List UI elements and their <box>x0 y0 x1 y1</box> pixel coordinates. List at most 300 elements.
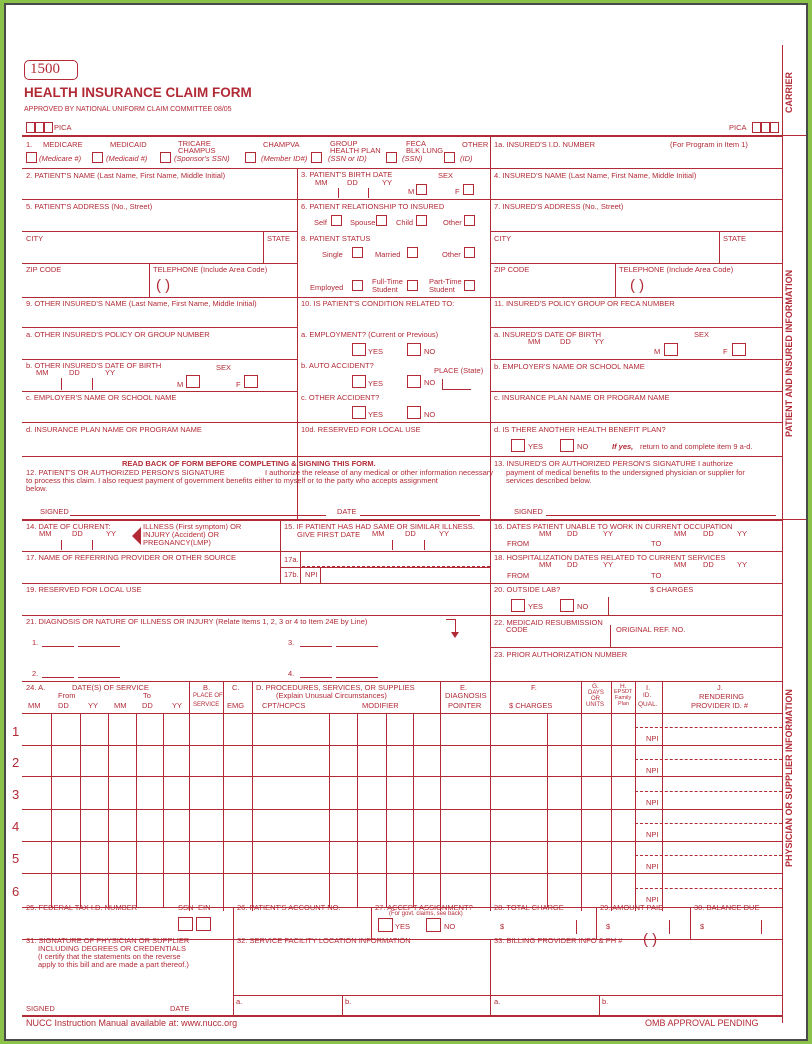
field14-mm: MM <box>39 529 52 538</box>
field21-n3: 3. <box>288 638 295 647</box>
tricare-checkbox[interactable] <box>160 152 171 163</box>
field9b-mm: MM <box>36 368 49 377</box>
f24-provider: PROVIDER ID. # <box>691 701 749 710</box>
field14-yy: YY <box>106 529 117 538</box>
field17b: 17b. <box>284 570 299 579</box>
field12-text2: to process this claim. I also request payment of government benefits either to myself or to the party who accepts assignment <box>26 476 438 485</box>
field14-arrow-icon <box>132 527 141 545</box>
field3-mm: MM <box>315 178 328 187</box>
outside-lab-yes-checkbox[interactable] <box>511 599 525 612</box>
single-checkbox[interactable] <box>352 247 363 258</box>
field29-cents <box>669 920 670 934</box>
field11a-sex: SEX <box>694 330 710 339</box>
rule-354-r <box>490 359 782 360</box>
f24-j: J. <box>717 683 723 692</box>
field21-n2: 2. <box>32 669 39 678</box>
field16-yy2: YY <box>737 529 748 538</box>
f24-pointer: POINTER <box>448 701 482 710</box>
f24-plan: Plan <box>618 701 630 707</box>
field9b-f: F <box>236 380 241 389</box>
rule-610 <box>22 615 782 616</box>
f24-charges: $ CHARGES <box>509 701 553 710</box>
field31-date: DATE <box>170 1004 190 1013</box>
parttime-checkbox[interactable] <box>464 280 475 291</box>
field8-fulltime2: Student <box>372 285 398 294</box>
sub-col-1 <box>51 713 52 907</box>
sub-col-8 <box>386 713 387 907</box>
field10c-label: c. OTHER ACCIDENT? <box>301 393 380 402</box>
field29-div <box>596 907 597 939</box>
field27-no: NO <box>444 922 456 931</box>
rule-417-r <box>490 422 782 423</box>
line-number: 3 <box>12 787 20 802</box>
f24-to: To <box>143 691 151 700</box>
rule-194 <box>22 199 782 200</box>
auto-yes-checkbox[interactable] <box>352 375 366 388</box>
medicare-no-text: (Medicare #) <box>39 154 82 163</box>
sub-col-7 <box>357 713 358 907</box>
field3-tick-1 <box>338 188 339 198</box>
field20-label: 20. OUTSIDE LAB? <box>494 585 561 594</box>
f24-yy1: YY <box>88 701 99 710</box>
child-checkbox[interactable] <box>416 215 427 226</box>
rule-386-r <box>490 391 782 392</box>
field32-ab-div <box>342 995 343 1015</box>
field17b-npi: NPI <box>305 570 318 579</box>
field1-medicare: MEDICARE <box>43 140 83 149</box>
field7-tel-paren: ( ) <box>630 277 645 294</box>
top-thick-rule <box>22 135 782 137</box>
field16-to: TO <box>651 539 662 548</box>
field6-child: Child <box>396 218 414 227</box>
sub-col-4 <box>136 713 137 907</box>
field31-l2: INCLUDING DEGREES OR CREDENTIALS <box>38 944 186 953</box>
f24-mm1: MM <box>28 701 41 710</box>
field33-ab-div <box>599 995 600 1015</box>
field7-state: STATE <box>723 234 747 243</box>
field21-label: 21. DIAGNOSIS OR NATURE OF ILLNESS OR INJURY (Relate Items 1, 2, 3 or 4 to Item 24E by Line) <box>26 617 368 626</box>
mid-thick-rule <box>22 519 782 521</box>
line-npi: NPI <box>646 895 659 904</box>
line-dash <box>635 888 782 889</box>
field3-label: 3. PATIENT'S BIRTH DATE <box>301 170 393 179</box>
field14-preg: PREGNANCY(LMP) <box>143 538 211 547</box>
rule-417-l <box>22 422 297 423</box>
field18-mm2: MM <box>674 560 687 569</box>
field16-dd2: DD <box>703 529 714 538</box>
field18-from: FROM <box>507 571 530 580</box>
field22-orig: ORIGINAL REF. NO. <box>616 625 686 634</box>
line-npi: NPI <box>646 734 659 743</box>
side-tick-2 <box>782 519 806 520</box>
diag2-line-a[interactable] <box>42 677 74 678</box>
outside-lab-no-checkbox[interactable] <box>560 599 574 612</box>
field13-signed: SIGNED <box>514 507 543 516</box>
field14-tick-1 <box>61 540 62 550</box>
pica-box-right-2[interactable] <box>761 122 770 133</box>
field10c-no: NO <box>424 410 436 419</box>
field7-tel: TELEPHONE (Include Area Code) <box>619 265 734 274</box>
group-checkbox[interactable] <box>311 152 322 163</box>
diag3-line-a[interactable] <box>300 646 332 647</box>
field14-injury: INJURY (Accident) OR <box>143 530 219 539</box>
field21-arrowhead-icon <box>451 632 459 638</box>
field22-div <box>610 625 611 647</box>
physician-side-label: PHYSICIAN OR SUPPLIER INFORMATION <box>784 689 794 867</box>
field11d-no: NO <box>577 442 589 451</box>
field17-mid <box>280 567 490 568</box>
rule-258-r <box>490 263 782 264</box>
medicaid-checkbox[interactable] <box>92 152 103 163</box>
field18-to: TO <box>651 571 662 580</box>
field3-f: F <box>455 187 460 196</box>
field2-label: 2. PATIENT'S NAME (Last Name, First Name, Middle Initial) <box>26 171 226 180</box>
line-dash <box>635 727 782 728</box>
other-acc-no-checkbox[interactable] <box>407 406 421 419</box>
field16-label: 16. DATES PATIENT UNABLE TO WORK IN CURRENT OCCUPATION <box>494 522 733 531</box>
field8-married: Married <box>375 250 401 259</box>
field6-label: 6. PATIENT RELATIONSHIP TO INSURED <box>301 202 445 211</box>
field25-ein: EIN <box>198 903 211 912</box>
f24-f: F. <box>531 683 537 692</box>
id-text: (ID) <box>460 154 473 163</box>
field11a-m: M <box>654 347 661 356</box>
field16-mm: MM <box>539 529 552 538</box>
diag4-line-a[interactable] <box>300 677 332 678</box>
field11d-yes: YES <box>528 442 544 451</box>
field11a-yy: YY <box>594 337 605 346</box>
field4-label: 4. INSURED'S NAME (Last Name, First Name, Middle Initial) <box>494 171 697 180</box>
field8-label: 8. PATIENT STATUS <box>301 234 371 243</box>
field9b-m-checkbox[interactable] <box>186 375 200 388</box>
diag3-line-b[interactable] <box>336 646 378 647</box>
sub-col-3 <box>108 713 109 907</box>
f24-epsdt: EPSDT <box>614 689 633 695</box>
field31-l1: 31. SIGNATURE OF PHYSICIAN OR SUPPLIER <box>26 936 190 945</box>
rule-322-r <box>490 327 782 328</box>
field18-mm: MM <box>539 560 552 569</box>
sponsor-text: (Sponsor's SSN) <box>174 154 230 163</box>
spouse-checkbox[interactable] <box>376 215 387 226</box>
line-dash <box>635 823 782 824</box>
field33-b: b. <box>602 997 609 1006</box>
field33-label: 33. BILLING PROVIDER INFO & PH # <box>494 936 623 945</box>
line-npi: NPI <box>646 830 659 839</box>
other-checkbox[interactable] <box>444 152 455 163</box>
field10c-yes: YES <box>368 410 384 419</box>
field33-paren: ( ) <box>643 931 658 948</box>
diag1-line-a[interactable] <box>42 646 74 647</box>
field9b-f-checkbox[interactable] <box>244 375 258 388</box>
field15-yy: YY <box>439 529 450 538</box>
sub-col-9 <box>413 713 414 907</box>
f24-pos2: SERVICE <box>193 702 220 708</box>
auto-no-checkbox[interactable] <box>407 375 421 388</box>
f24-d: D. PROCEDURES, SERVICES, OR SUPPLIES <box>256 683 415 692</box>
field16-yy: YY <box>603 529 614 538</box>
field9c-label: c. EMPLOYER'S NAME OR SCHOOL NAME <box>26 393 177 402</box>
field9-label: 9. OTHER INSURED'S NAME (Last Name, First Name, Middle Initial) <box>26 299 257 308</box>
field8-other: Other <box>442 250 461 259</box>
line-dash <box>635 791 782 792</box>
f24-explain: (Explain Unusual Circumstances) <box>276 691 387 700</box>
field5-label: 5. PATIENT'S ADDRESS (No., Street) <box>26 202 153 211</box>
field21-n4: 4. <box>288 669 295 678</box>
form-title: HEALTH INSURANCE CLAIM FORM <box>24 85 252 100</box>
field9b-dd: DD <box>69 368 80 377</box>
field11a-f: F <box>723 347 728 356</box>
f24-diag: DIAGNOSIS <box>445 691 487 700</box>
field32-label: 32. SERVICE FACILITY LOCATION INFORMATION <box>237 936 411 945</box>
field12-signed: SIGNED <box>40 507 69 516</box>
field25-ssn: SSN <box>178 903 194 912</box>
field20-yes: YES <box>528 602 544 611</box>
sub-col-2 <box>80 713 81 907</box>
field9b-yy: YY <box>105 368 116 377</box>
field12-sign-line[interactable] <box>70 515 326 516</box>
pica-box-left-1[interactable] <box>26 122 35 133</box>
field32-a: a. <box>236 997 243 1006</box>
field12-date-line[interactable] <box>360 515 480 516</box>
self-checkbox[interactable] <box>331 215 342 226</box>
rel-other-checkbox[interactable] <box>464 215 475 226</box>
field10b-no: NO <box>424 378 436 387</box>
field8-employed: Employed <box>310 283 344 292</box>
f24-rendering: RENDERING <box>699 692 745 701</box>
diag1-line-b[interactable] <box>78 646 120 647</box>
f24-yy2: YY <box>172 701 183 710</box>
pica-box-left-2[interactable] <box>35 122 44 133</box>
field12-text1: I authorize the release of any medical or other information necessary <box>265 468 494 477</box>
pica-label-right: PICA <box>729 123 747 132</box>
field9b-tick-2 <box>92 378 93 390</box>
field15-label: 15. IF PATIENT HAS HAD SAME OR SIMILAR ILLNESS. <box>284 522 475 531</box>
field11a-m-checkbox[interactable] <box>664 343 678 356</box>
field29-label: 29. AMOUNT PAID <box>600 903 664 912</box>
field13-label: 13. INSURED'S OR AUTHORIZED PERSON'S SIGNATURE I authorize <box>494 459 734 468</box>
field11d-label: d. IS THERE ANOTHER HEALTH BENEFIT PLAN? <box>494 425 666 434</box>
ssn-text: (SSN) <box>402 154 423 163</box>
field11c-label: c. INSURANCE PLAN NAME OR PROGRAM NAME <box>494 393 670 402</box>
line-dash <box>635 759 782 760</box>
field5-zip: ZIP CODE <box>26 265 62 274</box>
field32-div <box>233 939 234 1015</box>
pica-box-left-3[interactable] <box>44 122 53 133</box>
field1-num: 1. <box>26 140 33 149</box>
other-acc-yes-checkbox[interactable] <box>352 406 366 419</box>
field18-dd: DD <box>567 560 578 569</box>
rule-546 <box>22 551 782 552</box>
assign-yes-checkbox[interactable] <box>378 918 393 932</box>
field10a-no: NO <box>424 347 436 356</box>
employment-yes-checkbox[interactable] <box>352 343 366 356</box>
place-state-input[interactable] <box>442 379 471 390</box>
member-text: (Member ID#) <box>261 154 308 163</box>
field30-div <box>690 907 691 939</box>
field9b-tick-1 <box>61 378 62 390</box>
field33-div <box>490 939 491 1015</box>
field11b-label: b. EMPLOYER'S NAME OR SCHOOL NAME <box>494 362 645 371</box>
field30-dollar: $ <box>700 922 705 931</box>
f24-c: C. <box>232 683 240 692</box>
field12-text3: below. <box>26 484 48 493</box>
field27-yes: YES <box>395 922 411 931</box>
rule-451 <box>22 456 782 457</box>
field9b-sex: SEX <box>216 363 232 372</box>
field17-label: 17. NAME OF REFERRING PROVIDER OR OTHER SOURCE <box>26 553 237 562</box>
medicare-checkbox[interactable] <box>26 152 37 163</box>
sub-col-6 <box>329 713 330 907</box>
field6-self: Self <box>314 218 327 227</box>
field21-n1: 1. <box>32 638 39 647</box>
line-npi: NPI <box>646 862 659 871</box>
line-number: 1 <box>12 724 20 739</box>
line-number: 4 <box>12 819 20 834</box>
rule-642-r <box>490 647 782 648</box>
fulltime-checkbox[interactable] <box>407 280 418 291</box>
rule-322-l <box>22 327 297 328</box>
field15-give: GIVE FIRST DATE <box>297 530 361 539</box>
field12-label: 12. PATIENT'S OR AUTHORIZED PERSON'S SIGNATURE <box>26 468 225 477</box>
field8-fulltime1: Full-Time <box>372 277 403 286</box>
field25-label: 25. FEDERAL TAX I.D. NUMBER <box>26 903 138 912</box>
f24-qual: QUAL. <box>638 701 658 708</box>
field8-parttime1: Part-Time <box>429 277 462 286</box>
field11a-f-checkbox[interactable] <box>732 343 746 356</box>
rule-292 <box>22 297 782 298</box>
f24-b: B. <box>203 683 211 692</box>
field13-text1: payment of medical benefits to the undersigned physician or supplier for <box>506 468 745 477</box>
approved-text: APPROVED BY NATIONAL UNIFORM CLAIM COMMITTEE 08/05 <box>24 106 232 113</box>
f24-i: I. <box>646 683 651 692</box>
field31-signed: SIGNED <box>26 1004 55 1013</box>
field1-group: GROUP <box>330 139 358 148</box>
field11d-ifyes: If yes, <box>612 442 634 451</box>
pica-label-left: PICA <box>54 123 72 132</box>
married-checkbox[interactable] <box>407 247 418 258</box>
field16-mm2: MM <box>674 529 687 538</box>
field14-label: 14. DATE OF CURRENT: <box>26 522 111 531</box>
footer-left: NUCC Instruction Manual available at: www.nucc.org <box>26 1018 238 1028</box>
claim-form-page <box>6 5 806 1039</box>
f24-dd2: DD <box>142 701 153 710</box>
field9b-label: b. OTHER INSURED'S DATE OF BIRTH <box>26 361 162 370</box>
field7-city: CITY <box>494 234 512 243</box>
field18-dd2: DD <box>703 560 714 569</box>
field1-blk-lung: BLK LUNG <box>406 146 444 155</box>
field22-label1: 22. MEDICAID RESUBMISSION <box>494 618 603 627</box>
side-divider <box>782 45 783 1023</box>
form-number: 1500 <box>30 61 60 77</box>
field6-spouse: Spouse <box>350 218 376 227</box>
field10a-label: a. EMPLOYMENT? (Current or Previous) <box>301 330 439 339</box>
field9b-m: M <box>177 380 184 389</box>
field1a-label: 1a. INSURED'S I.D. NUMBER <box>494 140 596 149</box>
sub-col-10 <box>547 713 548 907</box>
benefit-yes-checkbox[interactable] <box>511 439 525 452</box>
field20-no: NO <box>577 602 589 611</box>
field27-note: (For govt. claims, see back) <box>389 911 463 917</box>
field32-b: b. <box>345 997 352 1006</box>
f24-from: From <box>58 691 76 700</box>
f24-id: ID. <box>643 692 652 699</box>
field3-dd: DD <box>347 178 358 187</box>
f24-modifier: MODIFIER <box>362 701 399 710</box>
field5-state-div <box>263 231 264 263</box>
field17b-npi-div <box>320 567 321 583</box>
diag2-line-b[interactable] <box>78 677 120 678</box>
field12-date: DATE <box>337 507 357 516</box>
benefit-no-checkbox[interactable] <box>560 439 574 452</box>
field32-ab-rule <box>233 995 490 996</box>
f24-h: H. <box>620 683 627 690</box>
field18-yy2: YY <box>737 560 748 569</box>
field11-label: 11. INSURED'S POLICY GROUP OR FECA NUMBER <box>494 299 675 308</box>
feca-checkbox[interactable] <box>386 152 397 163</box>
field17a: 17a. <box>284 555 299 564</box>
field29-dollar: $ <box>606 922 611 931</box>
field33-ab-rule <box>490 995 782 996</box>
field15-dd: DD <box>405 529 416 538</box>
field31-l4: apply to this bill and are made a part thereof.) <box>38 960 189 969</box>
field19-label: 19. RESERVED FOR LOCAL USE <box>26 585 142 594</box>
champva-checkbox[interactable] <box>245 152 256 163</box>
patient-side-label: PATIENT AND INSURED INFORMATION <box>784 269 794 437</box>
field13-sign-line[interactable] <box>546 515 776 516</box>
f24-units: UNITS <box>586 702 604 708</box>
pica-box-right-1[interactable] <box>752 122 761 133</box>
assign-no-checkbox[interactable] <box>426 918 441 932</box>
field7-state-div <box>719 231 720 263</box>
field1-feca: FECA <box>406 139 427 148</box>
field3-m-checkbox[interactable] <box>416 184 427 195</box>
field7-zip: ZIP CODE <box>494 265 530 274</box>
field18-label: 18. HOSPITALIZATION DATES RELATED TO CURRENT SERVICES <box>494 553 726 562</box>
status-other-checkbox[interactable] <box>464 247 475 258</box>
line-number: 6 <box>12 884 20 899</box>
field11a-mm: MM <box>528 337 541 346</box>
field10b-label: b. AUTO ACCIDENT? <box>301 361 374 370</box>
field1-tricare: TRICARE <box>178 139 211 148</box>
ein-checkbox[interactable] <box>196 917 211 931</box>
f24-mm2: MM <box>114 701 127 710</box>
field28-label: 28. TOTAL CHARGE <box>494 903 564 912</box>
field15-tick-2 <box>424 540 425 550</box>
field3-m: M <box>408 187 415 196</box>
field27-div <box>371 907 372 939</box>
f24-g: G. <box>592 683 599 690</box>
rule-258-l <box>22 263 297 264</box>
diag4-line-b[interactable] <box>336 677 378 678</box>
ssn-checkbox[interactable] <box>178 917 193 931</box>
employed-checkbox[interactable] <box>352 280 363 291</box>
field3-f-checkbox[interactable] <box>463 184 474 195</box>
medicaid-no-text: (Medicaid #) <box>106 154 148 163</box>
employment-no-checkbox[interactable] <box>407 343 421 356</box>
field10b-place: PLACE (State) <box>434 366 484 375</box>
field7-label: 7. INSURED'S ADDRESS (No., Street) <box>494 202 624 211</box>
field26-div <box>233 907 234 939</box>
line-number: 5 <box>12 851 20 866</box>
field20-charges: $ CHARGES <box>650 585 694 594</box>
f24-days: DAYS <box>588 690 604 696</box>
rule-163 <box>22 168 782 169</box>
field10b-yes: YES <box>368 379 384 388</box>
f24-pos1: PLACE OF <box>193 693 223 699</box>
line-dash <box>635 855 782 856</box>
pica-box-right-3[interactable] <box>770 122 779 133</box>
field14-tick-2 <box>92 540 93 550</box>
